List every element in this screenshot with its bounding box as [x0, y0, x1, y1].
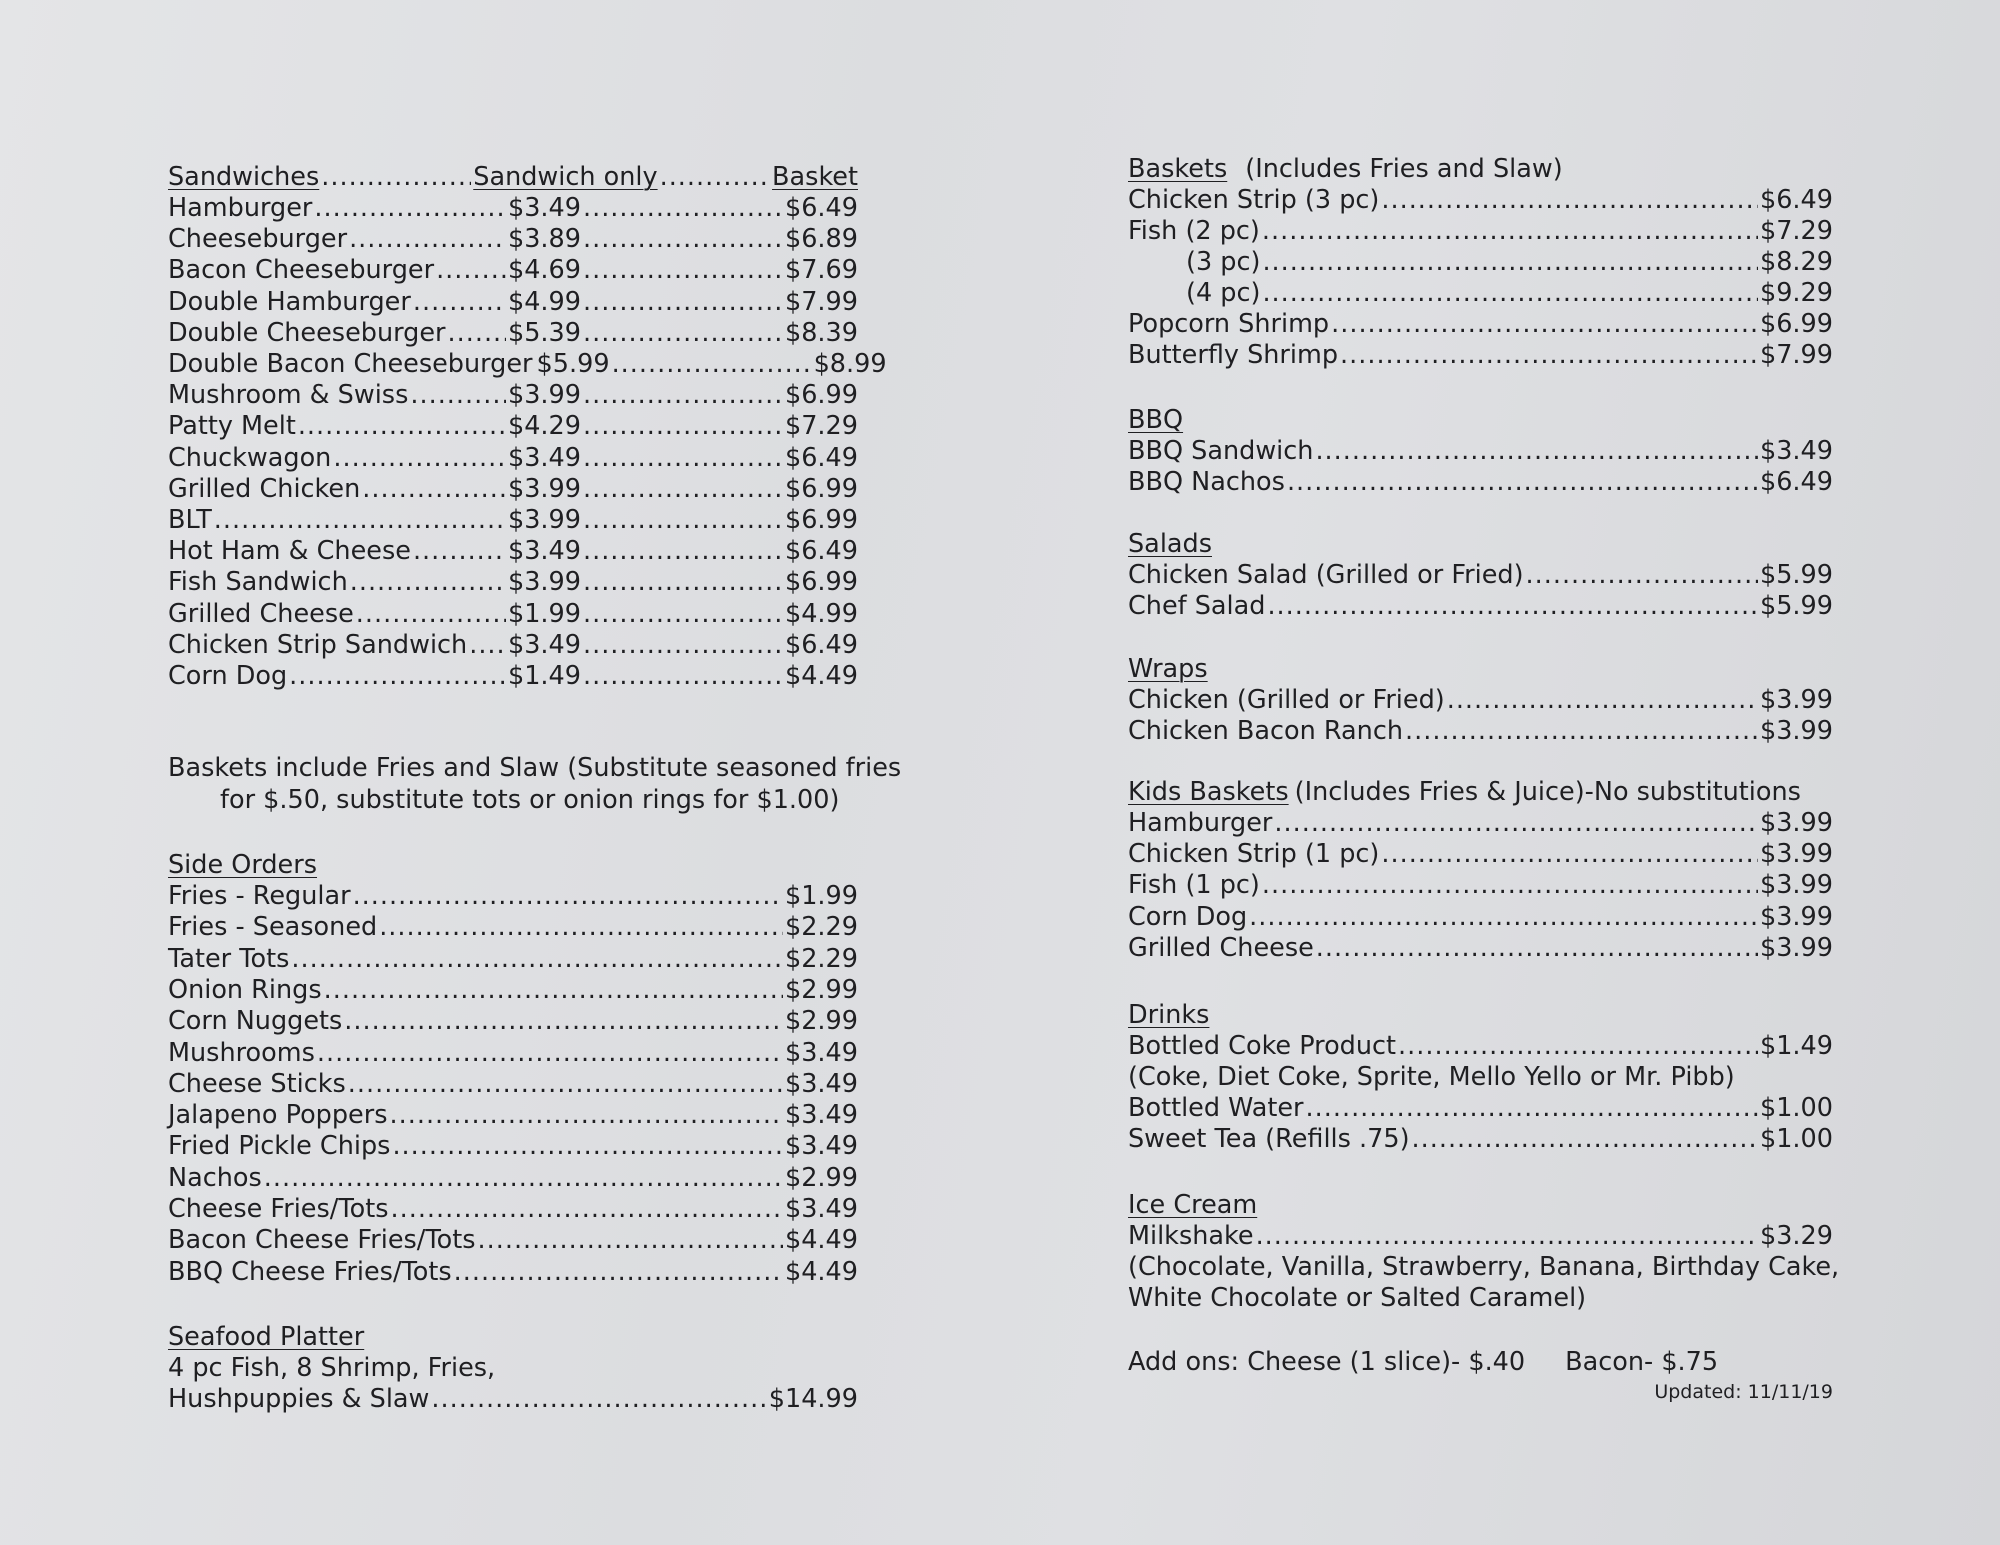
sandwich-row [168, 222, 858, 256]
basket-row [1128, 214, 1833, 248]
wraps-title: Wraps [1128, 654, 1208, 684]
sandwich-row [168, 191, 858, 225]
sandwich-only-price: $3.99 [507, 567, 581, 598]
updated-row [1128, 1375, 1833, 1409]
drink-name: Bottled Coke Product [1128, 1031, 1397, 1061]
sandwiches-title: Sandwiches [168, 162, 320, 192]
item-price: $3.99 [1759, 901, 1833, 932]
sandwich-row [168, 253, 858, 287]
basket-price: $6.99 [784, 567, 858, 598]
item-price: $8.29 [1759, 247, 1833, 277]
salad-row [1128, 558, 1833, 592]
kids-row [1128, 806, 1833, 840]
item-price: $4.49 [784, 1256, 858, 1287]
item-price: $3.49 [784, 1194, 858, 1224]
basket-price: $6.89 [784, 224, 858, 255]
sandwich-name: Chicken Strip Sandwich [168, 629, 468, 660]
basket-price: $6.99 [784, 380, 858, 411]
sandwich-name: Grilled Cheese [168, 598, 354, 629]
bbq-row [1128, 434, 1833, 468]
basket-price: $7.69 [784, 255, 858, 286]
sandwich-row [168, 659, 858, 693]
item-name: Butterfly Shrimp [1128, 340, 1339, 370]
seafood-price: $14.99 [768, 1384, 858, 1414]
item-name: Fish (2 pc) [1128, 216, 1260, 246]
item-name: Popcorn Shrimp [1128, 309, 1330, 339]
flavors-2 [1128, 1281, 1833, 1315]
sandwich-row [168, 534, 858, 568]
basket-price: $6.99 [784, 473, 858, 504]
side-order-row [168, 1129, 858, 1163]
basket-row [1128, 183, 1833, 217]
item-name: Cheese Sticks [168, 1068, 346, 1099]
sandwich-only-price: $3.49 [507, 193, 581, 223]
basket-price: $7.29 [784, 411, 858, 442]
sandwich-name: Fish Sandwich [168, 567, 348, 598]
side-order-row [168, 1255, 858, 1289]
item-name: Cheese Fries/Tots [168, 1194, 389, 1224]
item-price: $3.99 [1759, 932, 1833, 963]
item-name: Corn Nuggets [168, 1006, 343, 1037]
sandwich-only-price: $3.49 [507, 629, 581, 660]
sandwich-row [168, 441, 858, 475]
sandwich-row [168, 565, 858, 599]
sandwich-only-price: $3.99 [507, 380, 581, 411]
basket-note-1 [168, 751, 902, 785]
sandwich-row [168, 316, 858, 350]
item-name: Chicken Strip (1 pc) [1128, 839, 1380, 870]
item-name: Bacon Cheese Fries/Tots [168, 1225, 476, 1256]
item-price: $4.49 [784, 1225, 858, 1256]
item-name: Fries - Regular [168, 881, 351, 911]
sandwich-row [168, 472, 858, 506]
ice-cream-title: Ice Cream [1128, 1190, 1258, 1220]
flavors-1-text: (Chocolate, Vanilla, Strawberry, Banana, Birthday Cake, [1128, 1252, 1840, 1282]
basket-price: $6.49 [784, 193, 858, 223]
sandwich-name: BLT [168, 505, 212, 535]
drinks [1128, 998, 1833, 1032]
item-name: Grilled Cheese [1128, 932, 1314, 963]
item-name: Chicken Strip (3 pc) [1128, 185, 1380, 215]
item-price: $3.49 [1759, 436, 1833, 466]
item-name: BBQ Nachos [1128, 467, 1285, 497]
drink-name: Bottled Water [1128, 1093, 1304, 1123]
item-name: Jalapeno Poppers [168, 1100, 388, 1131]
sandwich-name: Double Cheeseburger [168, 317, 446, 348]
salads-title: Salads [1128, 529, 1212, 559]
sandwich-name: Bacon Cheeseburger [168, 255, 435, 286]
milkshake-row [1128, 1219, 1833, 1253]
side-order-row [168, 910, 858, 944]
item-price: $3.99 [1759, 716, 1833, 746]
basket-price: $7.99 [784, 286, 858, 317]
basket-header: Basket [772, 162, 858, 192]
side-orders-title: Side Orders [168, 850, 318, 880]
drink-price: $1.49 [1759, 1031, 1833, 1061]
wrap-row [1128, 714, 1833, 748]
addon-cheese: Add ons: Cheese (1 slice)- $.40 [1128, 1347, 1526, 1377]
item-name: BBQ Cheese Fries/Tots [168, 1256, 452, 1287]
item-name: Hamburger [1128, 808, 1273, 838]
item-price: $6.49 [1759, 467, 1833, 497]
basket-row [1128, 307, 1833, 341]
sandwich-name: Patty Melt [168, 411, 296, 442]
basket-row [1128, 276, 1833, 310]
item-price: $2.99 [784, 974, 858, 1005]
seafood-line-1 [168, 1351, 858, 1385]
sandwich-name: Double Bacon Cheeseburger [168, 349, 533, 379]
item-price: $6.99 [1759, 309, 1833, 339]
sandwich-only-price: $5.99 [536, 349, 610, 379]
flavors-2-text: White Chocolate or Salted Caramel) [1128, 1283, 1587, 1313]
item-price: $9.29 [1759, 278, 1833, 308]
sandwich-name: Corn Dog [168, 661, 288, 691]
item-name: Mushrooms [168, 1037, 315, 1068]
item-name: Fried Pickle Chips [168, 1131, 391, 1162]
seafood-platter-title: Seafood Platter [168, 1322, 365, 1352]
item-name: Fries - Seasoned [168, 912, 378, 943]
kids-row [1128, 931, 1833, 965]
addons-row [1128, 1345, 1833, 1379]
item-price: $5.99 [1759, 591, 1833, 621]
side-order-row [168, 1161, 858, 1195]
basket-note-2-text: for $.50, substitute tots or onion rings for $1.00) [220, 785, 840, 815]
sandwich-name: Double Hamburger [168, 286, 411, 317]
item-name: BBQ Sandwich [1128, 436, 1314, 466]
item-price: $6.49 [1759, 185, 1833, 215]
wrap-row [1128, 683, 1833, 717]
item-name: Chef Salad [1128, 591, 1266, 621]
seafood-desc: Hushpuppies & Slaw [168, 1384, 430, 1414]
drink-row [1128, 1029, 1833, 1063]
sandwich-row [168, 347, 887, 381]
item-name: Onion Rings [168, 974, 322, 1005]
baskets-note: (Includes Fries and Slaw) [1245, 154, 1563, 184]
sandwich-name: Hamburger [168, 193, 313, 223]
side-order-row [168, 973, 858, 1007]
wraps [1128, 652, 1833, 686]
kids-row [1128, 900, 1833, 934]
item-price: $3.49 [784, 1037, 858, 1068]
coke-note [1128, 1060, 1833, 1094]
sandwich-only-price: $3.99 [507, 505, 581, 535]
item-price: $2.99 [784, 1162, 858, 1193]
updated-date: Updated: 11/11/19 [1654, 1381, 1833, 1403]
item-price: $3.99 [1759, 839, 1833, 870]
milkshake-price: $3.29 [1759, 1221, 1833, 1251]
basket-price: $4.49 [784, 661, 858, 691]
item-name: (3 pc) [1186, 247, 1261, 277]
sandwich-row [168, 503, 858, 537]
sandwich-only-header: Sandwich only [473, 162, 658, 192]
side-order-row [168, 1067, 858, 1101]
sandwich-only-price: $5.39 [507, 317, 581, 348]
drink-row [1128, 1122, 1833, 1156]
sandwich-name: Grilled Chicken [168, 473, 361, 504]
side-order-row [168, 942, 858, 976]
kids-row [1128, 868, 1833, 902]
side-orders [168, 848, 858, 882]
kids-baskets-heading [1128, 775, 1833, 809]
item-price: $2.29 [784, 912, 858, 943]
sandwich-only-price: $4.29 [507, 411, 581, 442]
item-price: $2.99 [784, 1006, 858, 1037]
item-name: Chicken Bacon Ranch [1128, 716, 1404, 746]
item-price: $3.49 [784, 1131, 858, 1162]
item-price: $7.29 [1759, 216, 1833, 246]
drinks-title: Drinks [1128, 1000, 1210, 1030]
ice-cream [1128, 1188, 1833, 1222]
sandwiches-header [168, 160, 858, 194]
item-name: Nachos [168, 1162, 262, 1193]
item-name: Chicken (Grilled or Fried) [1128, 685, 1445, 715]
side-order-row [168, 1098, 858, 1132]
item-price: $2.29 [784, 943, 858, 974]
item-price: $3.99 [1759, 808, 1833, 838]
basket-price: $6.99 [784, 505, 858, 535]
sandwich-name: Chuckwagon [168, 442, 332, 473]
seafood-line-1-text: 4 pc Fish, 8 Shrimp, Fries, [168, 1353, 496, 1383]
item-price: $7.99 [1759, 340, 1833, 370]
baskets-title: Baskets [1128, 154, 1228, 184]
basket-row [1128, 245, 1833, 279]
side-order-row [168, 1036, 858, 1070]
basket-note-2 [168, 783, 858, 817]
basket-price: $8.39 [784, 317, 858, 348]
sandwich-name: Mushroom & Swiss [168, 380, 409, 411]
drink-row [1128, 1091, 1833, 1125]
sandwich-only-price: $4.69 [507, 255, 581, 286]
side-order-row [168, 1004, 858, 1038]
coke-note-text: (Coke, Diet Coke, Sprite, Mello Yello or Mr. Pibb) [1128, 1062, 1735, 1092]
basket-row [1128, 338, 1833, 372]
bbq-row [1128, 465, 1833, 499]
addon-bacon: Bacon- $.75 [1565, 1347, 1719, 1377]
sandwich-only-price: $3.49 [507, 442, 581, 473]
basket-note-1-text: Baskets include Fries and Slaw (Substitute seasoned fries [168, 753, 902, 783]
baskets-heading [1128, 152, 1833, 186]
sandwich-only-price: $4.99 [507, 286, 581, 317]
salad-row [1128, 589, 1833, 623]
item-name: Corn Dog [1128, 901, 1248, 932]
item-name: (4 pc) [1186, 278, 1261, 308]
sandwich-name: Hot Ham & Cheese [168, 536, 411, 567]
bbq-title: BBQ [1128, 405, 1184, 435]
item-name: Chicken Salad (Grilled or Fried) [1128, 560, 1524, 590]
item-name: Fish (1 pc) [1128, 870, 1260, 901]
item-price: $5.99 [1759, 560, 1833, 590]
sandwich-row [168, 628, 858, 662]
kids-baskets-title: Kids Baskets [1128, 777, 1289, 807]
side-order-row [168, 1223, 858, 1257]
milkshake-name: Milkshake [1128, 1221, 1254, 1251]
sandwich-row [168, 597, 858, 631]
sandwich-only-price: $1.99 [507, 598, 581, 629]
drink-name: Sweet Tea (Refills .75) [1128, 1124, 1410, 1154]
kids-baskets-note: (Includes Fries & Juice)-No substitutions [1294, 777, 1801, 807]
drink-price: $1.00 [1759, 1093, 1833, 1123]
basket-price: $6.49 [784, 629, 858, 660]
item-price: $1.99 [784, 881, 858, 911]
item-price: $3.99 [1759, 870, 1833, 901]
flavors-1 [1128, 1250, 1840, 1284]
basket-price: $4.99 [784, 598, 858, 629]
sandwich-only-price: $1.49 [507, 661, 581, 691]
kids-row [1128, 837, 1833, 871]
item-price: $3.49 [784, 1100, 858, 1131]
side-order-row [168, 879, 858, 913]
drink-price: $1.00 [1759, 1124, 1833, 1154]
sandwich-only-price: $3.99 [507, 473, 581, 504]
seafood-line-2 [168, 1382, 858, 1416]
item-price: $3.49 [784, 1068, 858, 1099]
sandwich-row [168, 285, 858, 319]
sandwich-only-price: $3.89 [507, 224, 581, 255]
side-order-row [168, 1192, 858, 1226]
item-price: $3.99 [1759, 685, 1833, 715]
basket-price: $8.99 [813, 349, 887, 379]
basket-price: $6.49 [784, 442, 858, 473]
basket-price: $6.49 [784, 536, 858, 567]
sandwich-row [168, 378, 858, 412]
salads [1128, 527, 1833, 561]
item-name: Tater Tots [168, 943, 290, 974]
seafood-platter [168, 1320, 858, 1354]
sandwich-only-price: $3.49 [507, 536, 581, 567]
bbq [1128, 403, 1833, 437]
sandwich-name: Cheeseburger [168, 224, 348, 255]
sandwich-row [168, 409, 858, 443]
